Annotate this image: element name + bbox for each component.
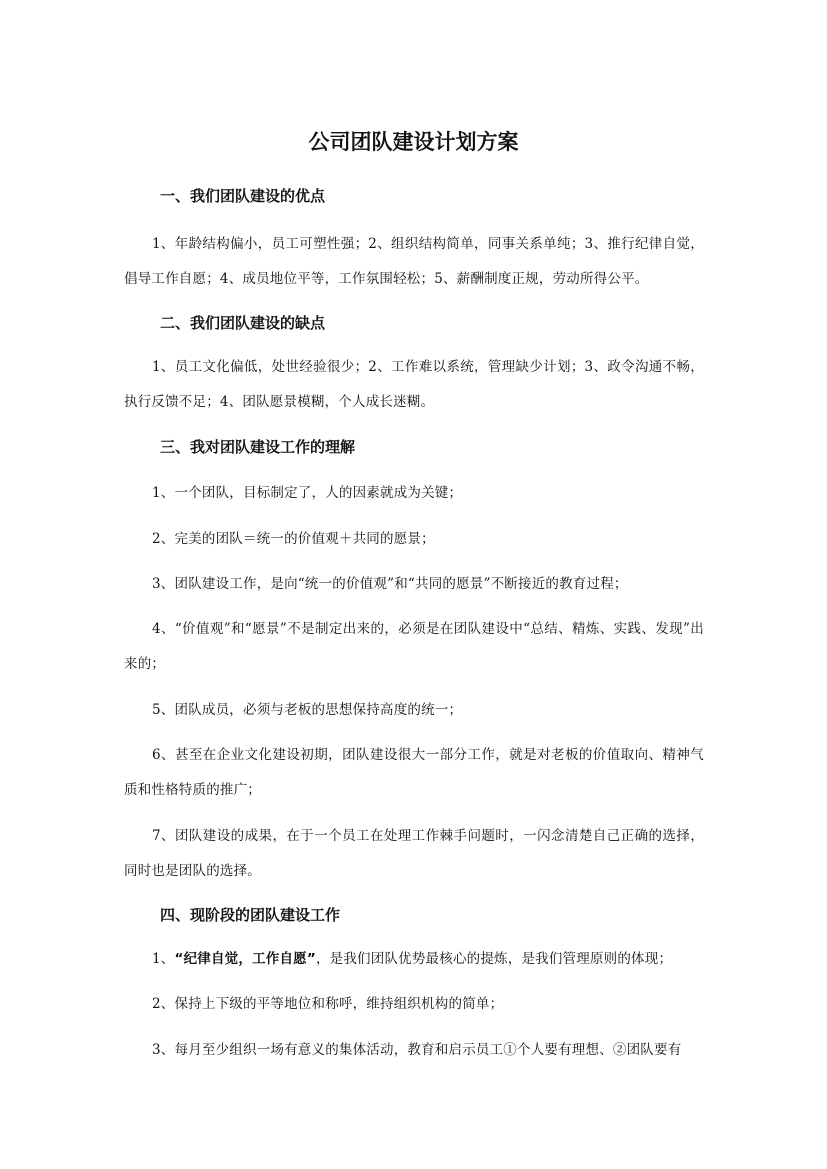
- section-heading-3: 三、我对团队建设工作的理解: [160, 438, 356, 456]
- section-4-item-1-prefix: 1、: [152, 951, 175, 967]
- section-4-item-2: 2、保持上下级的平等地位和称呼，维持组织机构的简单；: [152, 996, 504, 1012]
- section-2-paragraph: 1、员工文化偏低，处世经验很少；2、工作难以系统，管理缺少计划；3、政令沟通不畅，执行反馈不足；4、团队愿景模糊，个人成长迷糊。: [124, 359, 704, 410]
- section-3-item-1: 1、一个团队，目标制定了，人的因素就成为关键；: [152, 485, 463, 501]
- page-title: 公司团队建设计划方案: [308, 130, 519, 154]
- section-3-item-5: 5、团队成员，必须与老板的思想保持高度的统一；: [152, 702, 463, 718]
- section-heading-1: 一、我们团队建设的优点: [160, 187, 326, 205]
- section-4-item-1: [124, 942, 704, 977]
- section-1-paragraph: 1、年龄结构偏小，员工可塑性强；2、组织结构简单，同事关系单纯；3、推行纪律自觉，倡导工作自愿；4、成员地位平等，工作氛围轻松；5、薪酬制度正规，劳动所得公平。: [124, 236, 704, 287]
- section-4-item-1-bold: “纪律自觉，工作自愿”: [174, 951, 316, 967]
- section-4-item-1-rest: ，是我们团队优势最核心的提炼，是我们管理原则的体现；: [315, 951, 673, 967]
- section-3-item-3: 3、团队建设工作，是向“统一的价值观”和“共同的愿景”不断接近的教育过程；: [152, 576, 628, 592]
- section-4-item-3: 3、每月至少组织一场有意义的集体活动，教育和启示员工①个人要有理想、②团队要有: [152, 1042, 682, 1058]
- section-3-item-2: 2、完美的团队＝统一的价值观＋共同的愿景；: [152, 531, 435, 547]
- section-heading-4: 四、现阶段的团队建设工作: [160, 906, 341, 924]
- section-3-item-4: 4、“价值观”和“愿景”不是制定出来的，必须是在团队建设中“总结、精炼、实践、发现”出来的；: [124, 621, 704, 672]
- section-3-item-7: 7、团队建设的成果，在于一个员工在处理工作棘手问题时，一闪念清楚自己正确的选择，同时也是团队的选择。: [124, 828, 704, 879]
- section-3-item-6: 6、甚至在企业文化建设初期，团队建设很大一部分工作，就是对老板的价值取向、精神气质和性格特质的推广；: [124, 747, 704, 798]
- section-heading-2: 二、我们团队建设的缺点: [160, 314, 326, 332]
